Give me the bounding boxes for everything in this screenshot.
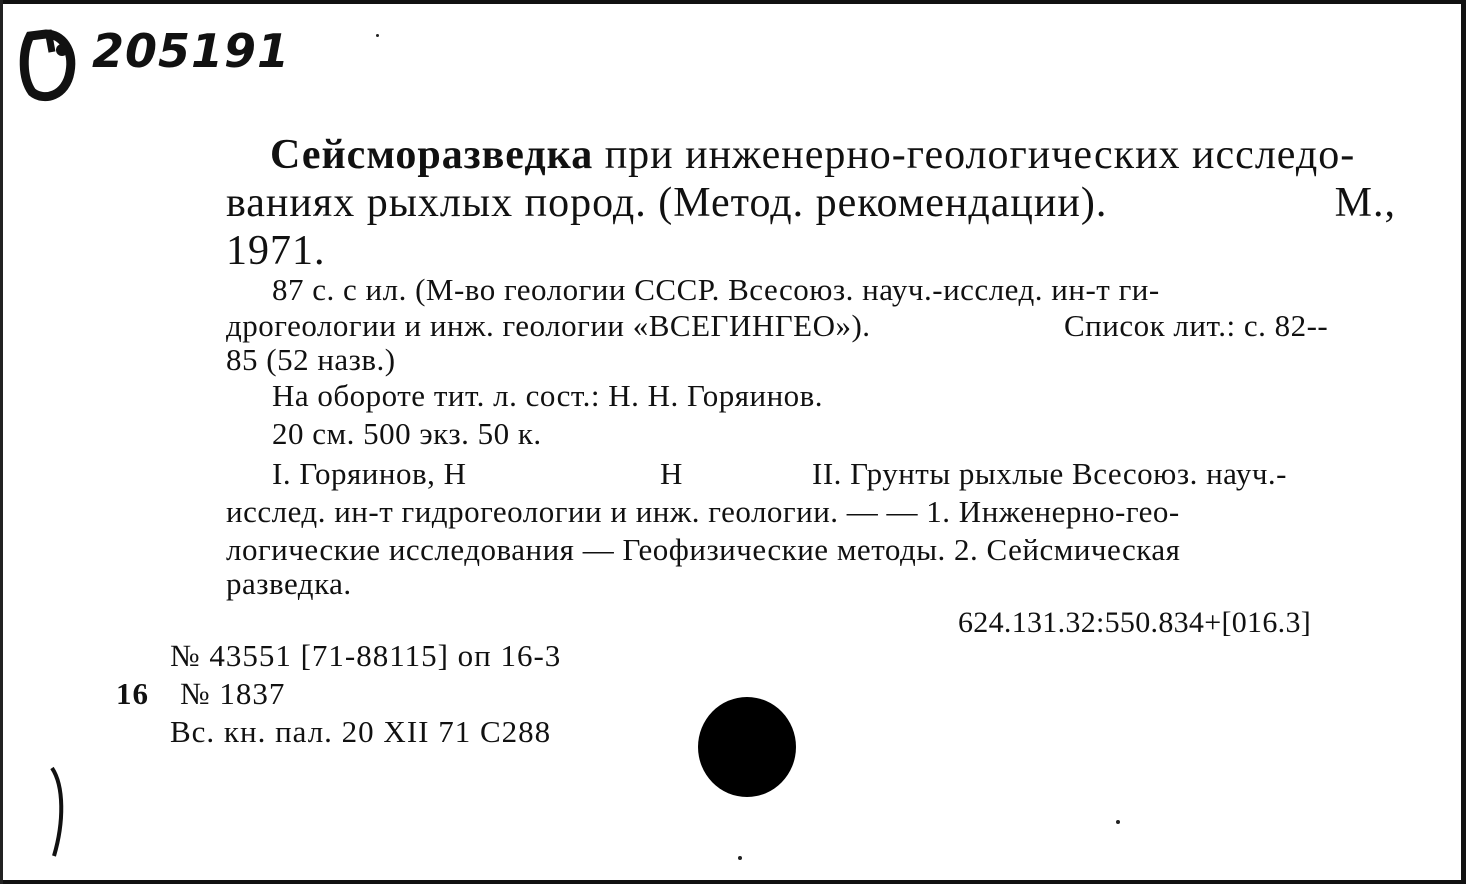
speck bbox=[1116, 820, 1120, 824]
title-lead: Сейсморазведка bbox=[270, 132, 594, 178]
compiler-note: На обороте тит. л. сост.: Н. Н. Горяинов. bbox=[272, 378, 824, 413]
title-place: М., bbox=[1334, 180, 1396, 226]
chamber-number: № 1837 bbox=[180, 676, 286, 711]
speck bbox=[376, 34, 379, 37]
card-number: 205191 bbox=[92, 24, 291, 78]
speck bbox=[738, 856, 742, 860]
card-border-left bbox=[0, 0, 3, 884]
tracing-line3: логические исследования — Геофизические методы. 2. Сейсмическая bbox=[226, 532, 1181, 567]
book-chamber-line: Вс. кн. пал. 20 XII 71 С288 bbox=[170, 714, 552, 749]
copy-count: 16 bbox=[116, 676, 149, 711]
library-stamp-icon bbox=[18, 22, 78, 102]
collation-line1: 87 с. с ил. (М-во геологии СССР. Всесоюз. науч.-исслед. ин-т ги- bbox=[272, 272, 1160, 307]
tracing-line4: разведка. bbox=[226, 566, 352, 601]
title-line1: при инженерно-геологических исследо- bbox=[593, 132, 1356, 178]
punch-hole bbox=[698, 697, 796, 797]
tracing-subject: II. Грунты рыхлые Всесоюз. науч.- bbox=[812, 456, 1288, 491]
collation-line3: 85 (52 назв.) bbox=[226, 342, 396, 377]
udc-code: 624.131.32:550.834+[016.3] bbox=[958, 606, 1312, 639]
title-year: 1971. bbox=[226, 228, 326, 274]
title-line2: ваниях рыхлых пород. (Метод. рекомендации). bbox=[226, 180, 1108, 226]
card-border-bottom bbox=[0, 880, 1466, 884]
collation-line2: дрогеологии и инж. геологии «ВСЕГИНГЕО»). bbox=[226, 308, 871, 343]
tracing-author-initial: Н bbox=[660, 456, 683, 491]
registration-number: № 43551 [71-88115] оп 16-3 bbox=[170, 638, 562, 673]
card-border-right bbox=[1461, 0, 1466, 884]
size-edition-price: 20 см. 500 экз. 50 к. bbox=[272, 416, 542, 451]
card-border-top bbox=[0, 0, 1466, 4]
pencil-mark-icon bbox=[48, 766, 78, 858]
bibliography-note: Список лит.: с. 82-- bbox=[1064, 308, 1329, 343]
tracing-line2: исслед. ин-т гидрогеологии и инж. геологии. — — 1. Инженерно-гео- bbox=[226, 494, 1180, 529]
tracing-author: I. Горяинов, Н bbox=[272, 456, 467, 491]
